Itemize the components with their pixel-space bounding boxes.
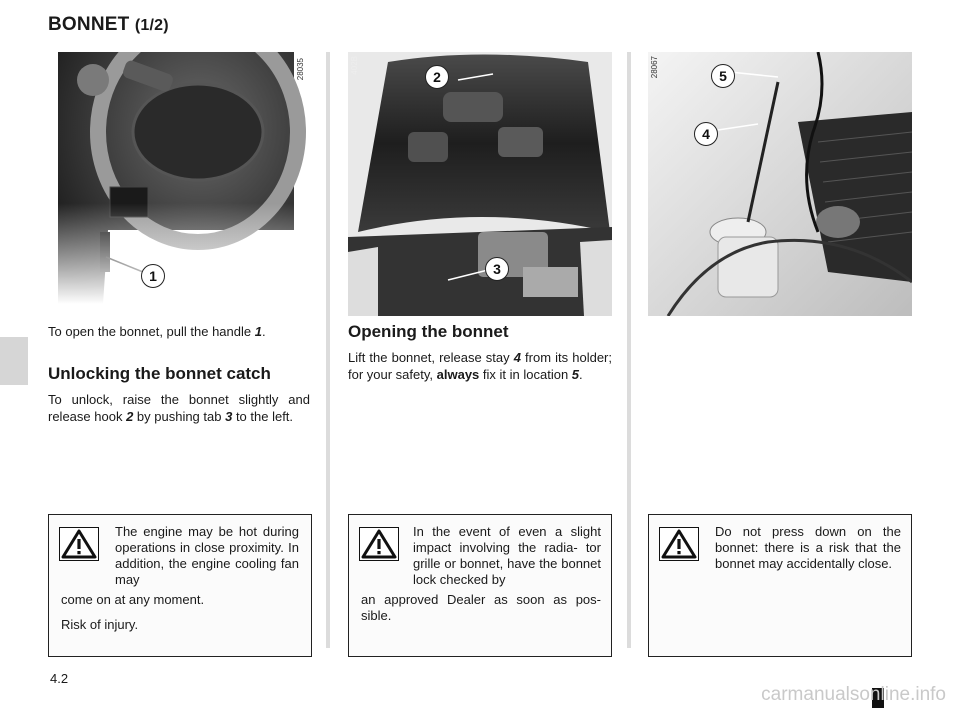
figure-code: 28035 — [296, 58, 305, 81]
figure-open-bonnet — [348, 52, 612, 316]
warning-triangle-icon — [659, 527, 699, 561]
emphasis-always: always — [436, 367, 480, 382]
page-part: (1/2) — [134, 17, 169, 34]
ref-2: 2 — [126, 409, 134, 424]
figure-steering-handle — [48, 52, 312, 304]
ref-3: 3 — [225, 409, 233, 424]
figure-bonnet-stay — [648, 52, 912, 316]
callout-5: 5 — [711, 64, 735, 88]
open-bonnet-illustration — [348, 52, 612, 316]
callout-1: 1 — [141, 264, 165, 288]
heading-unlocking: Unlocking the bonnet catch — [48, 364, 271, 383]
ref-4: 4 — [513, 350, 521, 365]
warning-box — [48, 514, 312, 657]
steering-wheel-illustration — [48, 52, 312, 304]
figure-code: 402B — [350, 56, 359, 75]
column-divider — [627, 52, 631, 648]
heading-opening: Opening the bonnet — [348, 322, 509, 341]
warning-text-cont: come on at any moment. — [61, 592, 205, 607]
callout-3: 3 — [485, 257, 509, 281]
warning-text: Do not press down on the bonnet: there is a risk that the bonnet may accidentally close. — [715, 524, 901, 571]
figure-code: 28067 — [650, 56, 659, 79]
ref-1: 1 — [254, 324, 262, 339]
callout-4: 4 — [694, 122, 718, 146]
bonnet-stay-illustration — [648, 52, 912, 316]
warning-text-cont: an approved Dealer as soon as pos- sible. — [361, 592, 601, 623]
page-title: BONNET (1/2) — [48, 14, 169, 35]
warning-text: In the event of even a slight impact involving the radia- tor grille or bonnet, have the bonnet lock checked by — [413, 524, 601, 587]
warning-box — [648, 514, 912, 657]
ref-5: 5 — [571, 367, 580, 382]
warning-triangle-icon — [359, 527, 399, 561]
warning-extra: Risk of injury. — [61, 617, 139, 632]
warning-box — [348, 514, 612, 657]
warning-triangle-icon — [59, 527, 99, 561]
intro-text: To open the bonnet, pull the handle 1. — [48, 324, 266, 339]
chapter-tab — [0, 337, 28, 385]
page-number: 4.2 — [50, 671, 69, 686]
warning-text: The engine may be hot during operations in close proximity. In addition, the engine cooling fan may — [115, 524, 299, 587]
column-divider — [326, 52, 330, 648]
opening-text: Lift the bonnet, release stay 4 from its holder; for your safety, always fix it in location 5. — [348, 350, 612, 382]
unlocking-text: To unlock, raise the bonnet slightly and release hook 2 by pushing tab 3 to the left. — [48, 392, 310, 424]
watermark: carmanualsonline.info — [761, 684, 946, 705]
callout-2: 2 — [425, 65, 449, 89]
